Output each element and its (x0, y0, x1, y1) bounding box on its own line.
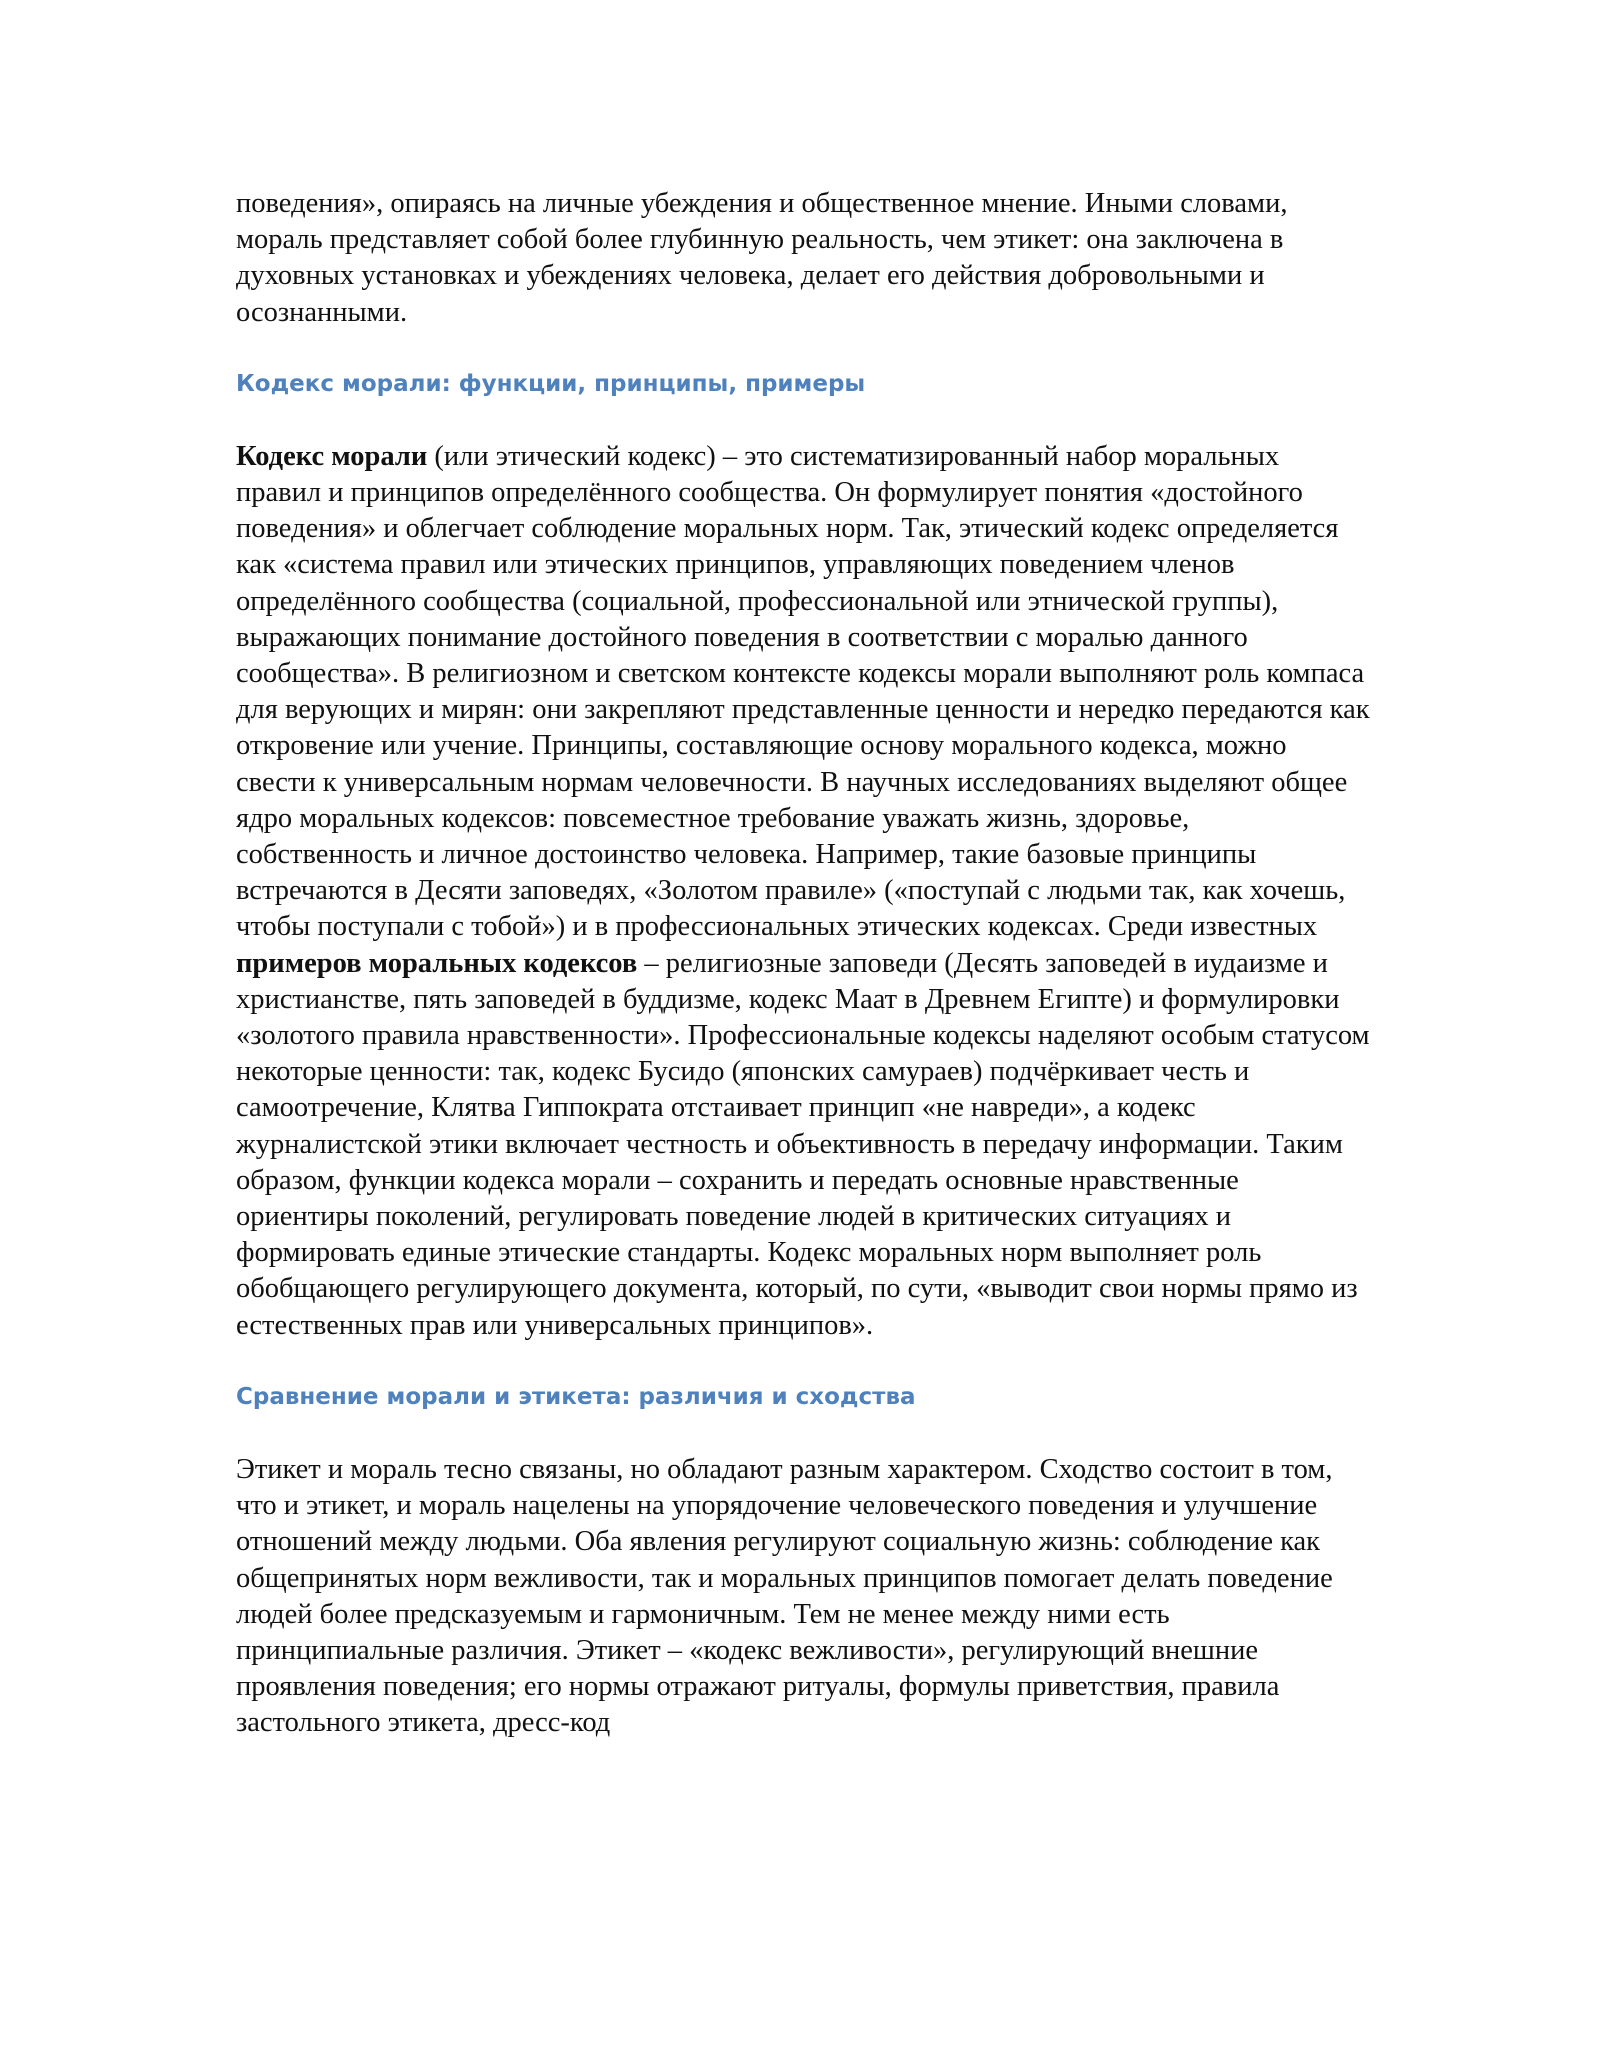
codex-term: Кодекс морали (236, 440, 428, 472)
intro-paragraph: поведения», опираясь на личные убеждения и общественное мнение. Иными словами, мораль представляет собой более глубинную реальность, чем этикет: она заключена в духовных установках и убеждениях человека, делает его действия добровольными и осознанными. (236, 188, 1288, 328)
section-heading-codex: Кодекс морали: функции, принципы, примеры (236, 370, 866, 397)
section-heading-compare: Сравнение морали и этикета: различия и сходства (236, 1383, 916, 1410)
codex-examples-emphasis: примеров моральных кодексов (236, 947, 638, 979)
codex-paragraph (236, 439, 1371, 1344)
codex-text-part-1: (или этический кодекс) – это систематизированный набор моральных правил и принципов определённого сообщества. Он формулирует понятия «достойного поведения» и облегчает соблюдение моральных норм. Так, этический кодекс определяется как «система правил или этических принципов, управляющих поведением членов определённого сообщества (социальной, профессиональной или этнической группы), выражающих понимание достойного поведения в соответствии с моралью данного сообщества». В религиозном и светском контексте кодексы морали выполняют роль компаса для верующих и мирян: они закрепляют представленные ценности и нередко передаются как откровение или учение. Принципы, составляющие основу морального кодекса, можно свести к универсальным нормам человечности. В научных исследованиях выделяют общее ядро моральных кодексов: повсеместное требование уважать жизнь, здоровье, собственность и личное достоинство человека. Например, такие базовые принципы встречаются в Десяти заповедях, «Золотом правиле» («поступай с людьми так, как хочешь, чтобы поступали с тобой») и в профессиональных этических кодексах. Среди известных (236, 440, 1370, 943)
compare-paragraph: Этикет и мораль тесно связаны, но обладают разным характером. Сходство состоит в том, что и этикет, и мораль нацелены на упорядочение человеческого поведения и улучшение отношений между людьми. Оба явления регулируют социальную жизнь: соблюдение как общепринятых норм вежливости, так и моральных принципов помогает делать поведение людей более предсказуемым и гармоничным. Тем не менее между ними есть принципиальные различия. Этикет – «кодекс вежливости», регулирующий внешние проявления поведения; его нормы отражают ритуалы, формулы приветствия, правила застольного этикета, дресс-код (236, 1453, 1333, 1739)
codex-text-part-2: – религиозные заповеди (Десять заповедей в иудаизме и христианстве, пять заповедей в буддизме, кодекс Маат в Древнем Египте) и формулировки «золотого правила нравственности». Профессиональные кодексы наделяют особым статусом некоторые ценности: так, кодекс Бусидо (японских самураев) подчёркивает честь и самоотречение, Клятва Гиппократа отстаивает принцип «не навреди», а кодекс журналистской этики включает честность и объективность в передачу информации. Таким образом, функции кодекса морали – сохранить и передать основные нравственные ориентиры поколений, регулировать поведение людей в критических ситуациях и формировать единые этические стандарты. Кодекс моральных норм выполняет роль обобщающего регулирующего документа, который, по сути, «выводит свои нормы прямо из естественных прав или универсальных принципов». (236, 947, 1370, 1341)
document-page (236, 186, 1371, 1742)
